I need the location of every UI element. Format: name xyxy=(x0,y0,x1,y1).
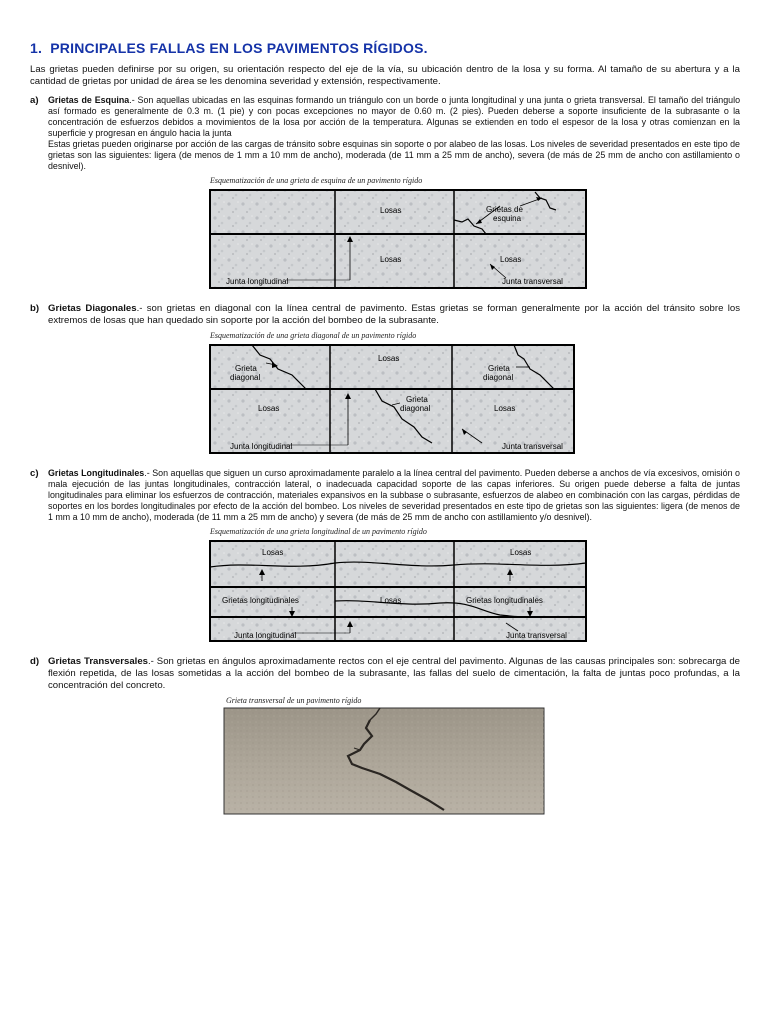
item-heading: Grietas de Esquina xyxy=(48,95,130,105)
transverse-crack-photo xyxy=(30,706,740,816)
label-grieta: Grieta xyxy=(488,364,510,373)
label-losas: Losas xyxy=(380,206,402,215)
item-body: .- Son aquellas que siguen un curso aproximadamente paralelo a la línea central del pavimento. Pueden deberse a anchos de vía excesivos, omisión o mala ejecución de las juntas longitudinales, contracción lateral, o inadecuada capacidad soporte de las capas inferiores. Su origen puede deberse a falta de juntas longitudinales para eliminar los esfuerzos de contracción, materiales expansivos en la subbase o subrasante, esfuerzos de alabeo en combinación con las cargas, pérdidas de soportes en los bordes longitudinales por efecto de la acción del bombeo. Los niveles de severidad presentados en este tipo de grietas son las siguientes: ligera (de menos de 1 mm a 10 mm de ancho), moderada (de 11 mm a 25 mm de ancho) y severa (de más de 25 mm de ancho con astillamiento y/o desnivel). xyxy=(48,468,740,522)
item-marker: d) xyxy=(30,656,40,667)
item-heading: Grietas Diagonales xyxy=(48,303,137,314)
figure-transverse-crack xyxy=(30,696,740,816)
label-losas: Losas xyxy=(378,354,400,363)
item-transverse-cracks xyxy=(30,656,740,692)
section-title: 1. PRINCIPALES FALLAS EN LOS PAVIMENTOS RÍGIDOS. xyxy=(30,40,428,56)
corner-crack-diagram xyxy=(30,186,740,290)
label-losas: Losas xyxy=(510,548,532,557)
label-esquina: esquina xyxy=(493,214,522,223)
label-losas: Losas xyxy=(262,548,284,557)
label-grietas-longitudinales: Grietas longitudinales xyxy=(466,596,543,605)
item-text xyxy=(48,303,740,327)
label-grieta: Grieta xyxy=(235,364,257,373)
item-text xyxy=(48,95,740,139)
item-text xyxy=(48,468,740,523)
item-marker: b) xyxy=(30,303,40,314)
item-diagonal-cracks xyxy=(30,303,740,327)
longitudinal-crack-diagram xyxy=(30,537,740,643)
figure-corner-crack xyxy=(30,176,740,295)
label-junta-longitudinal: Junta longitudinal xyxy=(230,442,293,451)
item-heading: Grietas Transversales xyxy=(48,656,149,667)
intro-paragraph: Las grietas pueden definirse por su origen, su orientación respecto del eje de la vía, su ubicación dentro de la losa y su forma. Al tamaño de su abertura y a la cantidad de grietas por unidad de área se les denomina severidad y extensión, respectivamente. xyxy=(30,64,740,87)
label-losas: Losas xyxy=(258,404,280,413)
figure-longitudinal-crack xyxy=(30,527,740,648)
item-body: .- son grietas en diagonal con la línea central de pavimento. Estas grietas se forman generalmente por la acción del tránsito sobre los extremos de losas que han quedado sin soporte por la acción del bombeo de la subrasante. xyxy=(48,303,740,326)
label-losas: Losas xyxy=(380,255,402,264)
label-junta-longitudinal: Junta longitudinal xyxy=(226,277,289,286)
figure-caption: Esquematización de una grieta diagonal de un pavimento rígido xyxy=(210,331,417,340)
label-diagonal: diagonal xyxy=(483,373,514,382)
item-body: .- Son aquellas ubicadas en las esquinas formando un triángulo con un borde o junta longitudinal y una junta o grieta transversal. El tamaño del triángulo así formado es generalmente de 0.3 m. (1 pie) y con pocas excepciones no mayor de 0.60 m. (2 pies). Pueden deberse a soporte insuficiente de la subrasante o la concentración de esfuerzos debidos a movimientos de la losa por acción de la temperatura. Algunas se extienden en todo el espesor de la losa y otras comienzan en la superficie y progresan en ángulo hacia la junta xyxy=(48,95,741,138)
label-grieta: Grieta xyxy=(406,395,428,404)
label-junta-transversal: Junta transversal xyxy=(506,631,567,640)
item-text-2: Estas grietas pueden originarse por acción de las cargas de tránsito sobre esquinas sin soporte o por alabeo de las losas. Los niveles de severidad presentados en este tipo de grietas son las siguientes: ligera (de menos de 1 mm a 10 mm de ancho), moderada (de 11 mm a 25 mm de ancho), severa (de más de 25 mm de ancho con astillamiento o desnivel). xyxy=(48,139,740,171)
label-diagonal: diagonal xyxy=(400,404,431,413)
label-losas: Losas xyxy=(380,596,402,605)
label-junta-longitudinal: Junta longitudinal xyxy=(234,631,297,640)
label-grietas: Grietas de xyxy=(486,205,523,214)
label-diagonal: diagonal xyxy=(230,373,261,382)
item-heading: Grietas Longitudinales xyxy=(48,468,145,478)
item-corner-cracks xyxy=(30,95,740,172)
item-marker: c) xyxy=(30,468,39,479)
label-losas: Losas xyxy=(494,404,516,413)
item-body: .- Son grietas en ángulos aproximadamente rectos con el eje central del pavimento. Algunas de las causas principales son: sobrecarga de flexión repetida, de las losas sometidas a la acción del bombeo de la subrasante, las fallas del suelo de cimentación, la falta de juntas poco profundas, a la concentración del concreto. xyxy=(48,656,740,691)
figure-caption: Esquematización de una grieta longitudinal de un pavimento rígido xyxy=(210,527,427,536)
item-marker: a) xyxy=(30,95,39,106)
figure-diagonal-crack xyxy=(30,331,740,460)
label-losas: Losas xyxy=(500,255,522,264)
item-text xyxy=(48,656,740,692)
figure-caption: Grieta transversal de un pavimento rígido xyxy=(226,696,362,705)
label-grietas-longitudinales: Grietas longitudinales xyxy=(222,596,299,605)
label-junta-transversal: Junta transversal xyxy=(502,277,563,286)
label-junta-transversal: Junta transversal xyxy=(502,442,563,451)
item-longitudinal-cracks xyxy=(30,468,740,523)
diagonal-crack-diagram xyxy=(30,341,740,455)
document-page xyxy=(30,40,740,824)
figure-caption: Esquematización de una grieta de esquina de un pavimento rígido xyxy=(210,176,423,185)
